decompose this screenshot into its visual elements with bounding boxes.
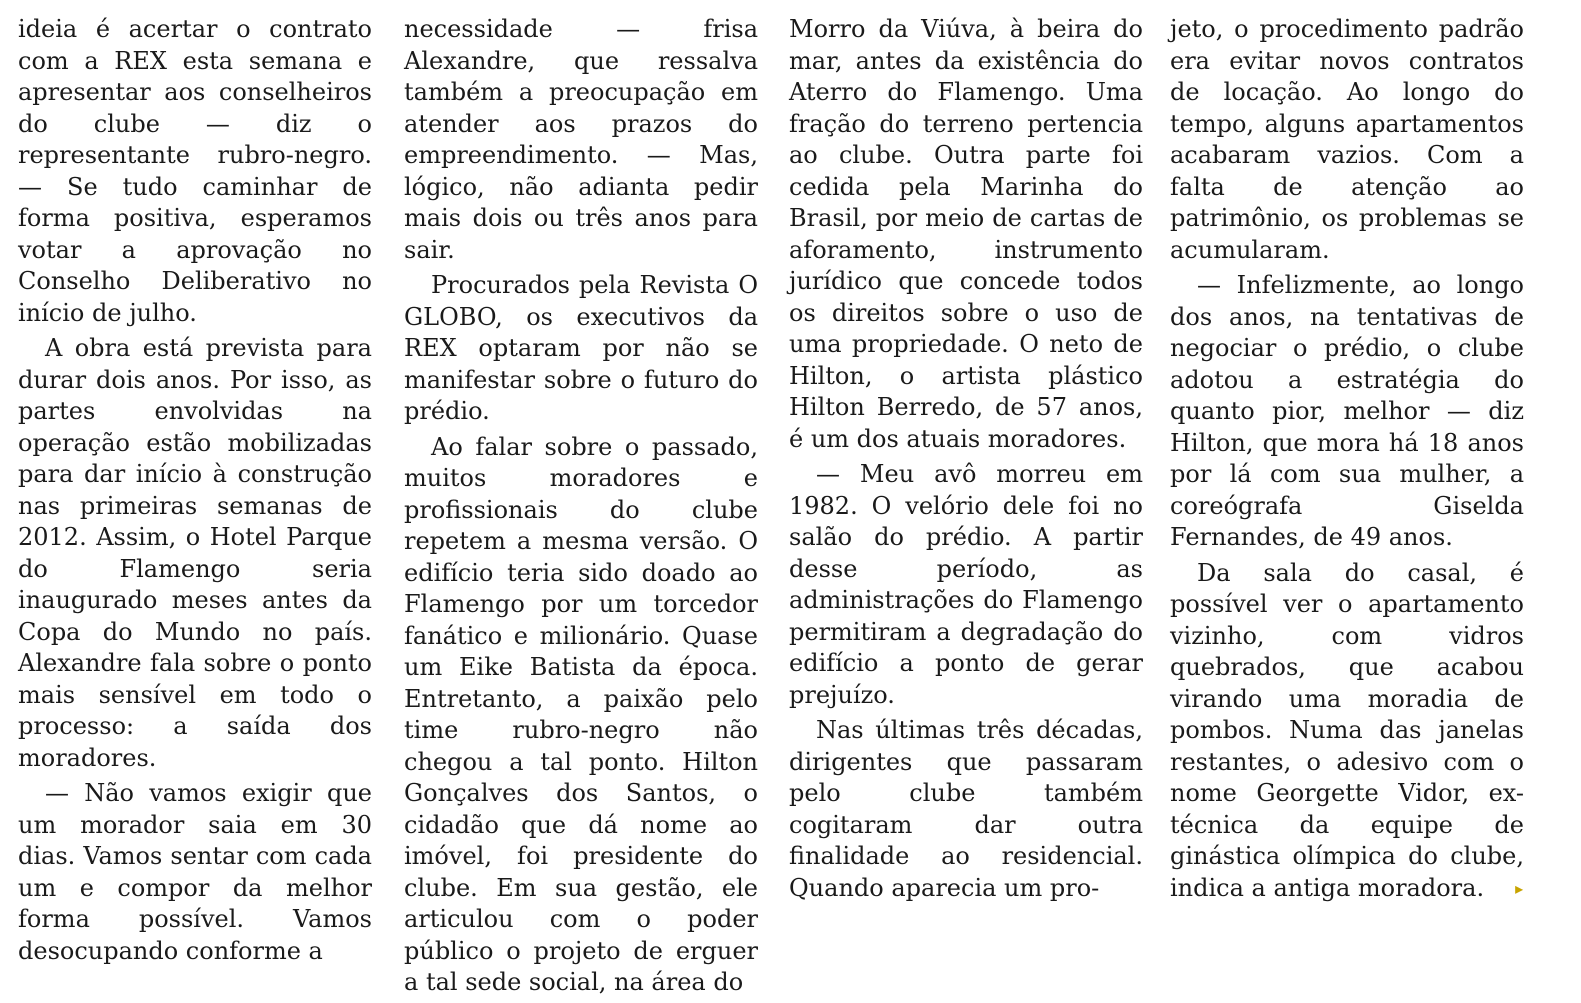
text-column-2 <box>404 14 758 1003</box>
paragraph: Morro da Viúva, à beira do mar, antes da existência do Aterro do Flamengo. Uma fração do terreno pertencia ao clube. Outra parte foi cedida pela Marinha do Brasil, por meio de cartas de aforamento, instrumento jurídico que concede todos os direitos sobre o uso de uma propriedade. O neto de Hilton, o artista plástico Hilton Berredo, de 57 anos, é um dos atuais moradores. <box>789 15 1143 453</box>
end-of-article-icon: ▸ <box>1515 878 1524 898</box>
paragraph: — Meu avô morreu em 1982. O velório dele foi no salão do prédio. A partir desse período, as administrações do Flamengo permitiram a degradação do edifício a ponto de gerar prejuízo. <box>789 460 1143 709</box>
last-paragraph <box>1170 558 1524 905</box>
paragraph: A obra está prevista para durar dois anos. Por isso, as partes envolvidas na operação estão mobilizadas para dar início à construção nas primeiras semanas de 2012. Assim, o Hotel Parque do Flamengo seria inaugurado meses antes da Copa do Mundo no país. Alexandre fala sobre o ponto mais sensível em todo o processo: a saída dos moradores. <box>18 334 372 772</box>
text-column-3 <box>789 14 1143 908</box>
paragraph: jeto, o procedimento padrão era evitar novos contratos de locação. Ao longo do tempo, alguns apartamentos acabaram vazios. Com a falta de atenção ao patrimônio, os problemas se acumularam. <box>1170 15 1524 264</box>
paragraph: Procurados pela Revista O GLOBO, os executivos da REX optaram por não se manifestar sobre o futuro do prédio. <box>404 271 758 425</box>
paragraph: — Não vamos exigir que um morador saia em 30 dias. Vamos sentar com cada um e compor da melhor forma possível. Vamos desocupando conforme a <box>18 779 372 965</box>
paragraph: — Infelizmente, ao longo dos anos, na tentativas de negociar o prédio, o clube adotou a estratégia do quanto pior, melhor — diz Hilton, que mora há 18 anos por lá com sua mulher, a coreógrafa Giselda Fernandes, de 49 anos. <box>1170 271 1524 551</box>
paragraph-text: Da sala do casal, é possível ver o apartamento vizinho, com vidros quebrados, que acabou virando uma moradia de pombos. Numa das janelas restantes, o adesivo com o nome Georgette Vidor, ex-técnica da equipe de ginástica olímpica do clube, indica a antiga moradora. <box>1170 558 1524 902</box>
paragraph: Ao falar sobre o passado, muitos moradores e profissionais do clube repetem a mesma versão. O edifício teria sido doado ao Flamengo por um torcedor fanático e milionário. Quase um Eike Batista da época. Entretanto, a paixão pelo time rubro-negro não chegou a tal ponto. Hilton Gonçalves dos Santos, o cidadão que dá nome ao imóvel, foi presidente do clube. Em sua gestão, ele articulou com o poder público o projeto de erguer a tal sede social, na área do <box>404 432 758 996</box>
text-column-1 <box>18 14 372 971</box>
paragraph: ideia é acertar o contrato com a REX esta semana e apresentar aos conselheiros do clube — diz o representante rubro-negro. — Se tudo caminhar de forma positiva, esperamos votar a aprovação no Conselho Deliberativo no início de julho. <box>18 15 372 327</box>
paragraph: Nas últimas três décadas, dirigentes que passaram pelo clube também cogitaram dar outra finalidade ao residencial. Quando aparecia um pro- <box>789 716 1143 902</box>
text-column-4 <box>1170 14 1524 908</box>
paragraph: necessidade — frisa Alexandre, que ressalva também a preocupação em atender aos prazos do empreendimento. — Mas, lógico, não adianta pedir mais dois ou três anos para sair. <box>404 15 758 264</box>
